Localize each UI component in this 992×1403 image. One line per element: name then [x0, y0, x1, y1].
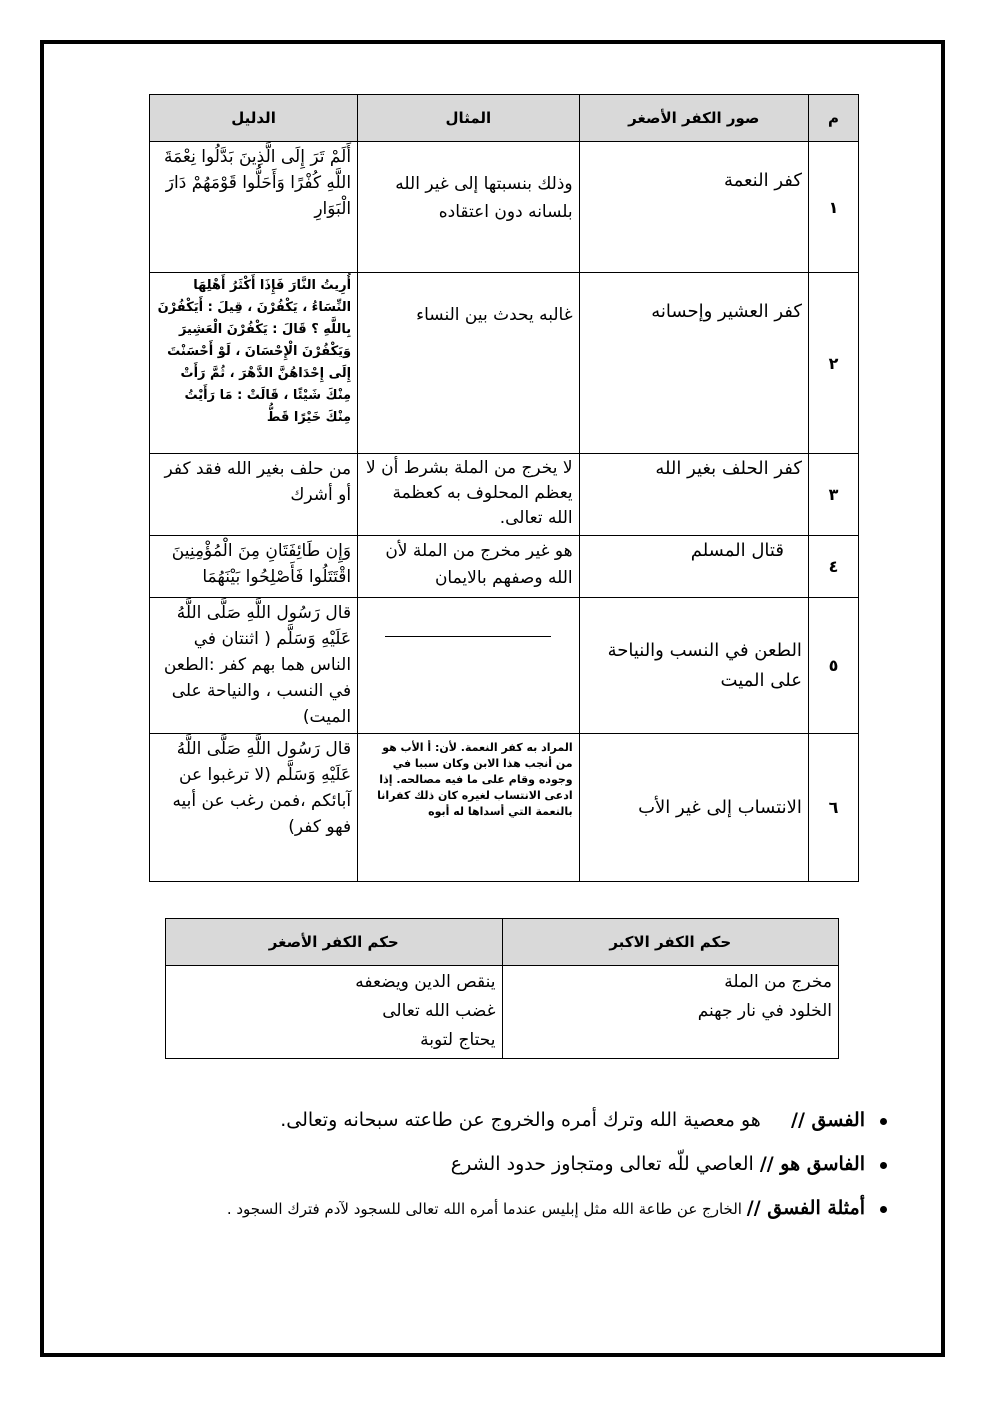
- list-item: [77, 1193, 897, 1224]
- row-type: كفر العشير وإحسانه: [579, 273, 808, 454]
- row-type: قتال المسلم: [579, 536, 808, 598]
- row-evidence: أَلَمْ تَرَ إِلَى الَّذِينَ بَدَّلُوا نِعْمَةَ اللَّهِ كُفْرًا وَأَحَلُّوا قَوْمَهُمْ دَارَ الْبَوَارِ: [150, 142, 358, 273]
- definition-text: الخارج عن طاعة الله مثل إبليس عندما أمره الله تعالى للسجود لآدم فترك السجود .: [226, 1200, 742, 1218]
- row-number: ٢: [808, 273, 858, 454]
- empty-dash: [385, 636, 551, 637]
- rulings-body-row: [166, 966, 839, 1059]
- rulings-table: [165, 918, 839, 1059]
- row-example: غالبه يحدث بين النساء: [358, 273, 580, 454]
- row-number: ١: [808, 142, 858, 273]
- bullet-icon: [880, 1118, 887, 1125]
- row-evidence: من حلف بغير الله فقد كفر أو أشرك: [150, 454, 358, 536]
- row-example: وذلك بنسبتها إلى غير الله بلسانه دون اعتقاده: [358, 142, 580, 273]
- table-row: [150, 142, 859, 273]
- minor-ruling-item: ينقص الدين ويضعفه: [355, 972, 496, 992]
- bullet-icon: [880, 1162, 887, 1169]
- definition-term: أمثلة الفسق //: [746, 1197, 865, 1219]
- minor-ruling-cell: [166, 966, 503, 1059]
- definitions-list: [77, 1105, 897, 1238]
- row-evidence: قال رَسُول اللَّهِ صَلَّى اللَّهُ عَلَيْهِ وَسَلَّم (لا ترغبوا عن آبائكم ،فمن رغب عن أبيه فهو كفر): [150, 734, 358, 882]
- row-type: الانتساب إلى غير الأب: [579, 734, 808, 882]
- table-header-row: [150, 95, 859, 142]
- row-example: لا يخرج من الملة بشرط أن لا يعظم المحلوف به كعظمة الله تعالى.: [358, 454, 580, 536]
- minor-disbelief-table: [149, 94, 859, 882]
- minor-ruling-header: حكم الكفر الأصغر: [166, 919, 503, 966]
- major-ruling-header: حكم الكفر الاكبر: [502, 919, 839, 966]
- row-number: ٣: [808, 454, 858, 536]
- major-ruling-item: مخرج من الملة: [724, 972, 832, 992]
- row-evidence: وَإِن طَائِفَتَانِ مِنَ الْمُؤْمِنِينَ اقْتَتَلُوا فَأَصْلِحُوا بَيْنَهُمَا: [150, 536, 358, 598]
- row-example: [358, 598, 580, 734]
- table-row: [150, 273, 859, 454]
- row-evidence: قال رَسُول اللَّهِ صَلَّى اللَّهُ عَلَيْهِ وَسَلَّم ( اثنتان في الناس هما بهم كفر :الطعن في النسب ، والنياحة على الميت): [150, 598, 358, 734]
- header-type: صور الكفر الأصغر: [579, 95, 808, 142]
- table-row: [150, 734, 859, 882]
- definition-term: الفسق //: [791, 1109, 865, 1131]
- row-example: هو غير مخرج من الملة لأن الله وصفهم بالايمان: [358, 536, 580, 598]
- list-item: [77, 1105, 897, 1135]
- table-row: [150, 454, 859, 536]
- header-num: م: [808, 95, 858, 142]
- row-evidence: أُرِيتُ النَّارَ فَإِذَا أَكْثَرُ أَهْلِهَا النِّسَاءُ ، يَكْفُرْنَ ، قِيلَ : أَيَكْفُرْنَ بِاللَّهِ ؟ قَالَ : يَكْفُرْنَ الْعَشِيرَ وَيَكْفُرْنَ الْإِحْسَانَ ، لَوْ أَحْسَنْتَ إِلَى إِحْدَاهُنَّ الدَّهْرَ ، ثُمَّ رَأَتْ مِنْكَ شَيْئًا ، قَالَتْ : مَا رَأَيْتُ مِنْكَ خَيْرًا قَطُّ: [150, 273, 358, 454]
- definition-term: الفاسق هو //: [759, 1153, 865, 1175]
- rulings-header-row: [166, 919, 839, 966]
- major-ruling-cell: [502, 966, 839, 1059]
- row-type: الطعن في النسب والنياحة على الميت: [579, 598, 808, 734]
- bullet-icon: [880, 1206, 887, 1213]
- table-row: [150, 536, 859, 598]
- row-example: المراد به كفر النعمة. لأن: أ الأب هو من أنجب هذا الابن وكان سببا في وجوده وقام على ما فيه مصالحه. إذا ادعى الانتساب لغيره كان ذلك كفرانا بالنعمة التي أسداها له أبوه: [358, 734, 580, 882]
- row-number: ٥: [808, 598, 858, 734]
- definition-text: هو معصية الله وترك أمره والخروج عن طاعته سبحانه وتعالى.: [280, 1109, 761, 1131]
- minor-ruling-item: غضب الله تعالى: [382, 1001, 496, 1021]
- minor-ruling-item: يحتاج لتوبة: [420, 1030, 496, 1050]
- row-type: كفر الحلف بغير الله: [579, 454, 808, 536]
- list-item: [77, 1149, 897, 1179]
- header-example: المثال: [358, 95, 580, 142]
- row-number: ٤: [808, 536, 858, 598]
- table-row: [150, 598, 859, 734]
- major-ruling-item: الخلود في نار جهنم: [697, 1001, 832, 1021]
- row-type: كفر النعمة: [579, 142, 808, 273]
- header-evidence: الدليل: [150, 95, 358, 142]
- row-number: ٦: [808, 734, 858, 882]
- definition-text: العاصي للّه تعالى ومتجاوز حدود الشرع: [450, 1153, 754, 1175]
